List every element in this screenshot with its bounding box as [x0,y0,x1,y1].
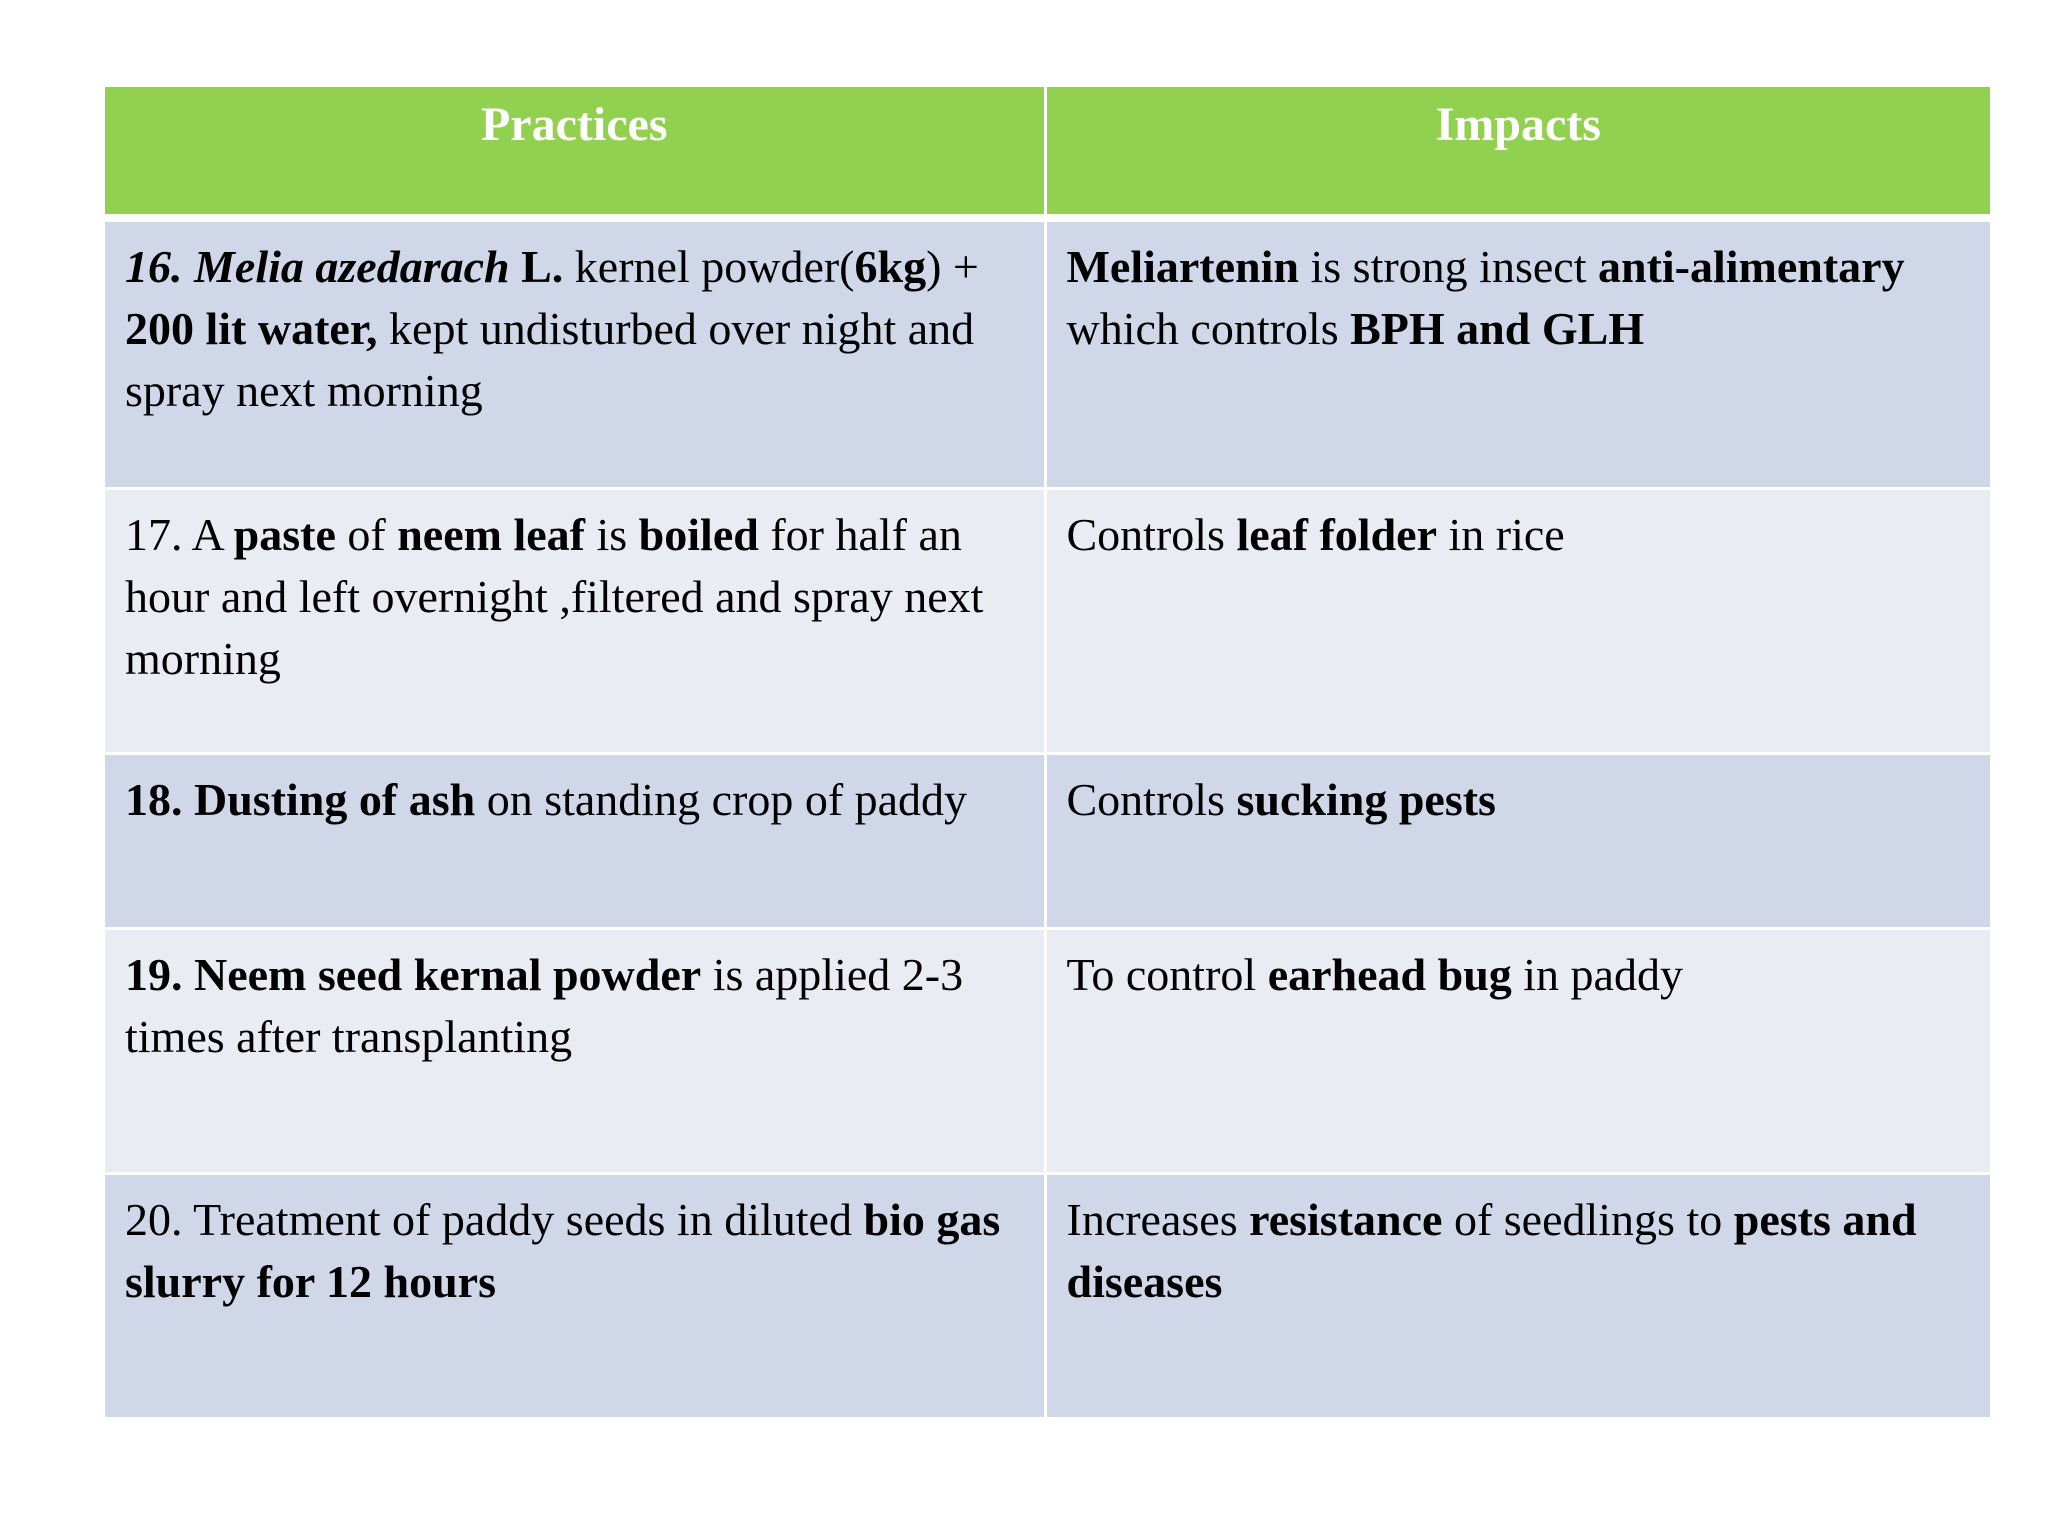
text-run: resistance [1249,1193,1443,1245]
text-run: of seedlings to [1442,1193,1734,1245]
practices-impacts-table [105,87,1990,1420]
impact-cell [1045,218,1990,488]
text-run: neem leaf [397,508,585,560]
text-run: in paddy [1511,948,1683,1000]
text-run: paste [233,508,336,560]
text-run: 20. Treatment of paddy seeds in diluted [125,1193,864,1245]
table-row [105,753,1990,928]
text-run: is [584,508,639,560]
table-row [105,1173,1990,1418]
text-run: 19. Neem seed kernal powder [125,948,702,1000]
text-run: is applied 2-3 times after transplanting [125,948,964,1062]
text-run: L. [509,241,564,292]
text-run: kept undisturbed over night and spray next morning [125,303,975,416]
header-practices: Practices [105,87,1045,218]
practice-cell [105,928,1045,1173]
table-row [105,218,1990,488]
text-run: 6kg [854,241,927,292]
practice-cell [105,753,1045,928]
text-run: Meliartenin [1066,241,1299,292]
text-run: pests and diseases [1066,1193,1917,1307]
text-run: bio gas slurry for 12 hours [125,1193,1001,1307]
text-run: kernel powder( [563,241,855,292]
text-run: leaf folder [1236,508,1437,560]
text-run: 16. Melia azedarach [125,241,510,292]
text-run: anti-alimentary [1597,241,1905,292]
text-run: on standing crop of paddy [475,773,968,825]
practice-cell [105,488,1045,753]
text-run: 200 lit water, [125,303,378,354]
text-run: which controls [1066,303,1351,354]
text-run: in rice [1437,508,1565,560]
text-run: of [335,508,398,560]
text-run: Increases [1066,1193,1250,1245]
text-run: 17. A [125,508,234,560]
impact-cell [1045,1173,1990,1418]
text-run: for half an hour and left overnight ,filtered and spray next morning [125,508,984,684]
header-impacts: Impacts [1045,87,1990,218]
text-run: Controls [1066,773,1237,825]
text-run: Controls [1066,508,1237,560]
impact-cell [1045,753,1990,928]
table-header-row [105,87,1990,218]
text-run: earhead bug [1267,948,1512,1000]
text-run: To control [1066,948,1268,1000]
text-run: ) + [926,241,979,292]
text-run: is strong insect [1299,241,1598,292]
impact-cell [1045,488,1990,753]
table-row [105,928,1990,1173]
practice-cell [105,218,1045,488]
practice-cell [105,1173,1045,1418]
text-run: sucking pests [1236,773,1496,825]
table-row [105,488,1990,753]
text-run: BPH and GLH [1350,303,1645,354]
text-run: 18. Dusting of ash [125,773,476,825]
impact-cell [1045,928,1990,1173]
text-run: boiled [638,508,759,560]
